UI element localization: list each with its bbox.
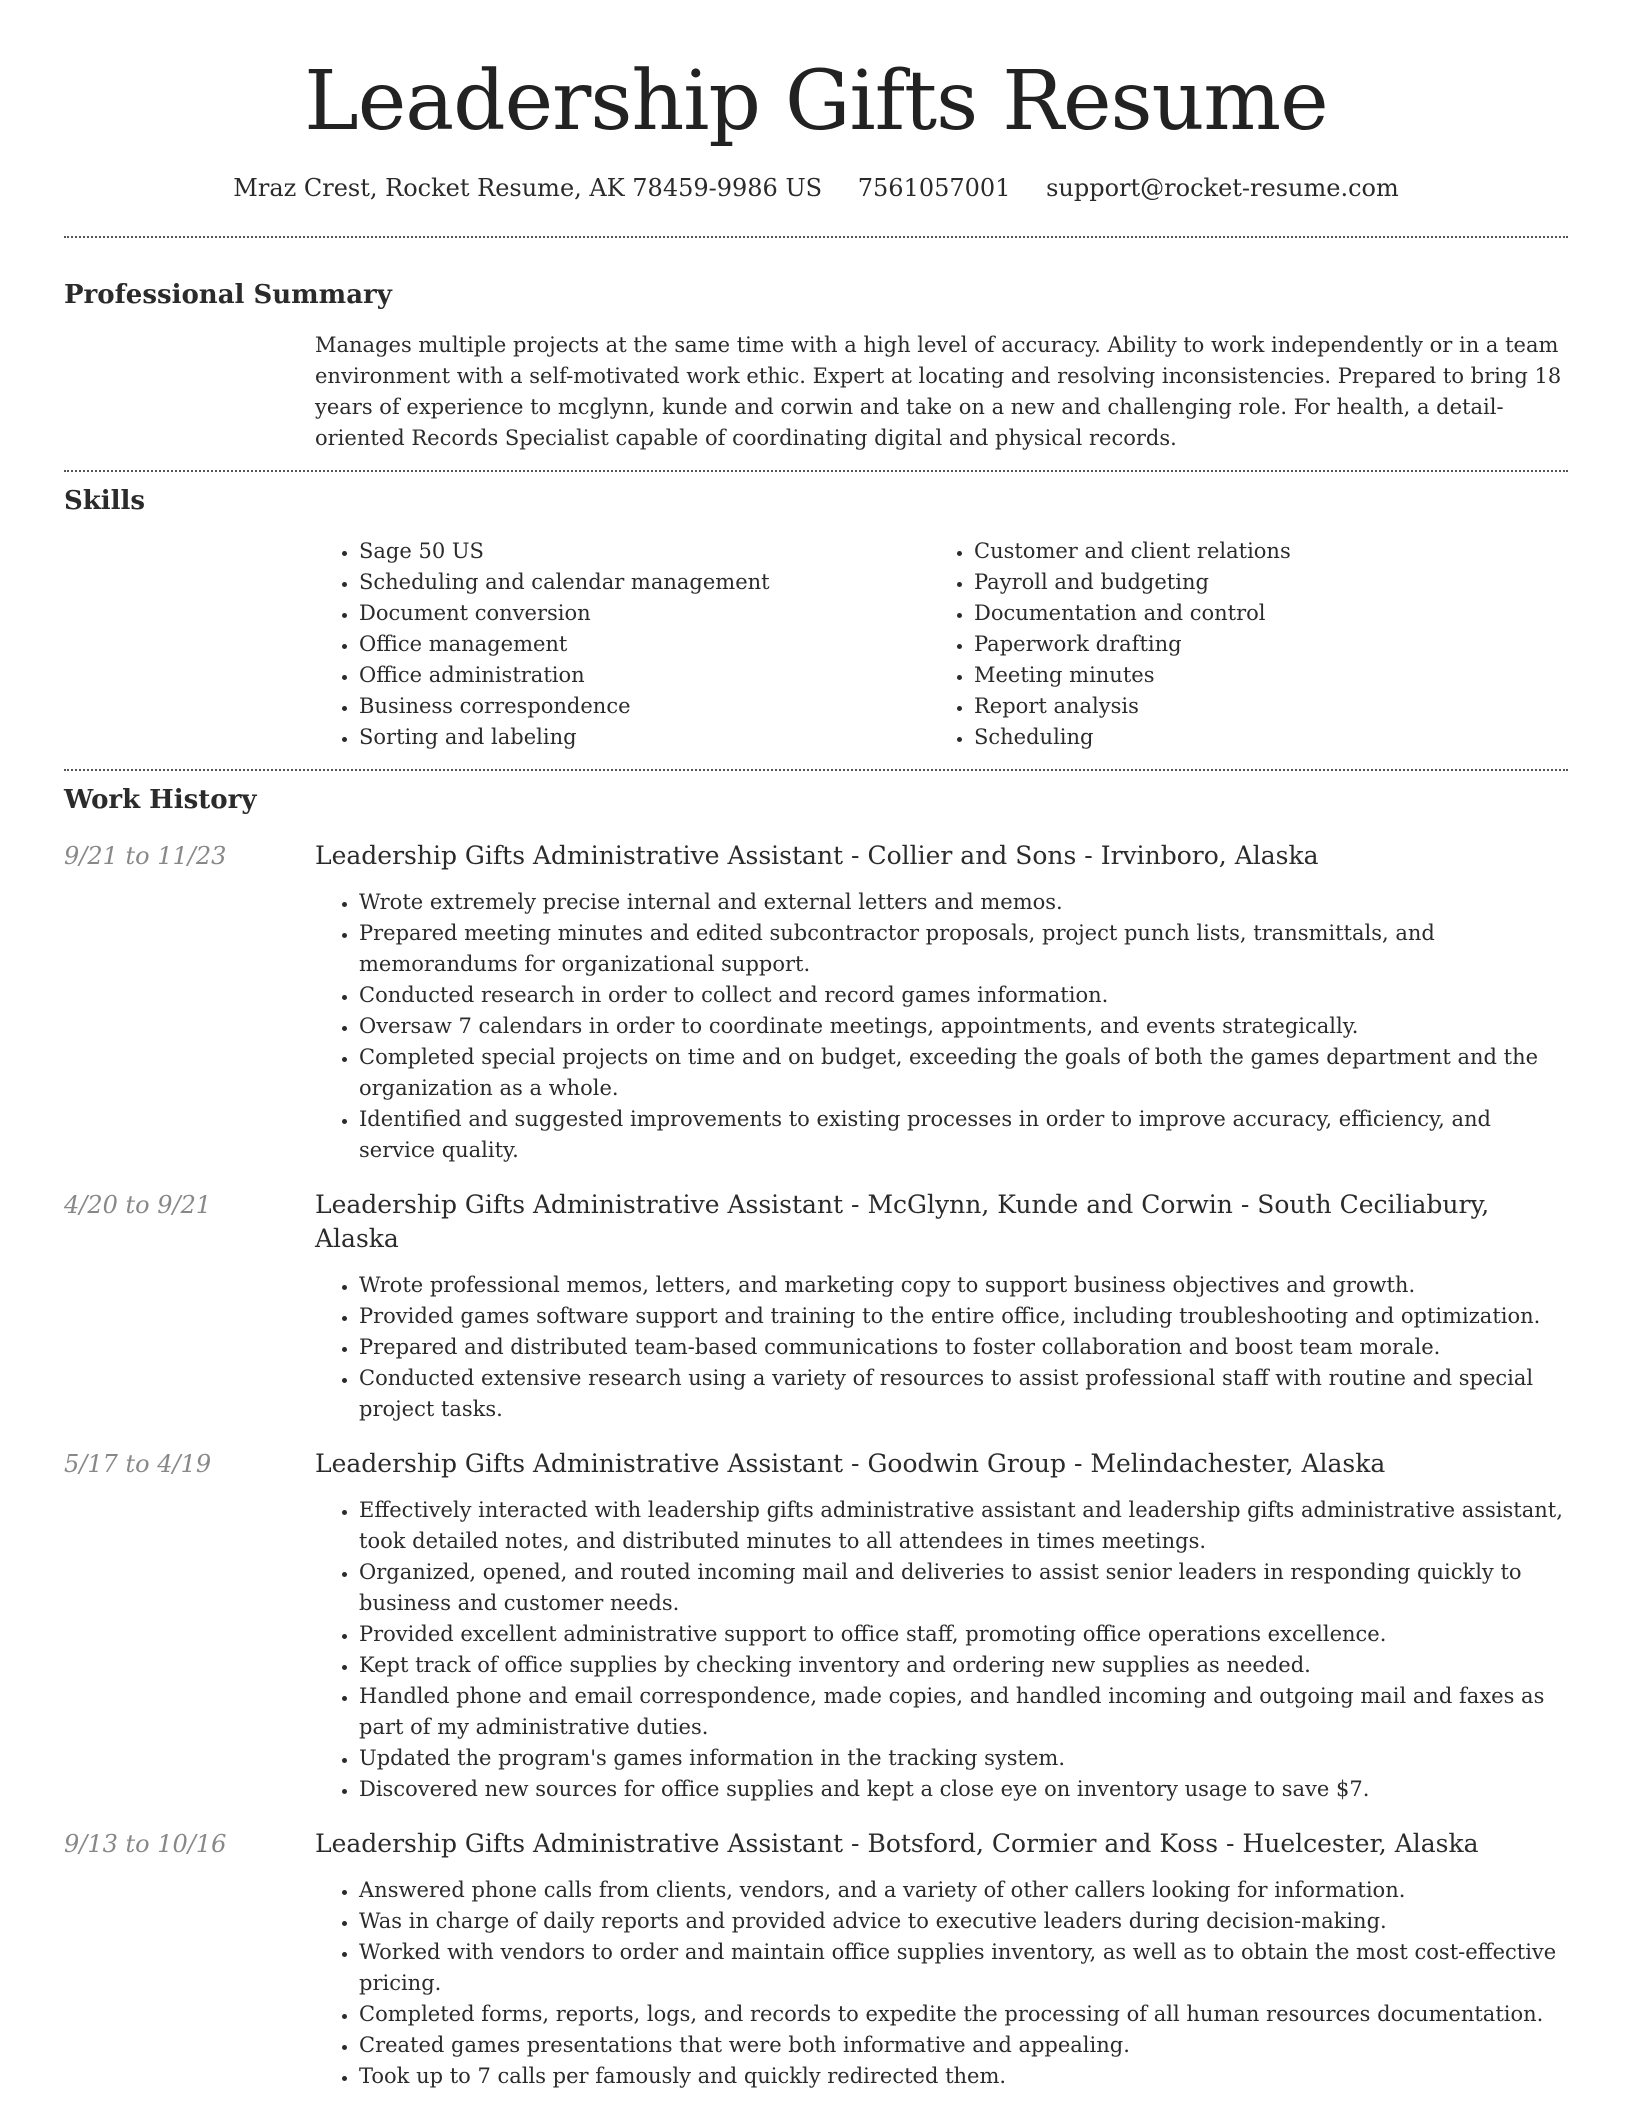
job-details	[315, 1827, 1568, 2092]
skill-item: • Document conversion	[359, 598, 930, 629]
job-bullet: • Oversaw 7 calendars in order to coordinate meetings, appointments, and events strategically.	[359, 1011, 1568, 1042]
job-bullets	[315, 1875, 1568, 2092]
job-bullet: • Completed forms, reports, logs, and records to expedite the processing of all human resources documentation.	[359, 1999, 1568, 2030]
job-heading: Leadership Gifts Administrative Assistant - Botsford, Cormier and Koss - Huelcester, Alaska	[315, 1829, 1479, 1858]
skill-item: • Sage 50 US	[359, 536, 930, 567]
divider	[64, 470, 1568, 472]
job-dates: 9/21 to 11/23	[64, 842, 227, 870]
job-bullet: • Worked with vendors to order and maintain office supplies inventory, as well as to obtain the most cost-effective pricing.	[359, 1937, 1568, 1999]
skill-item: • Scheduling and calendar management	[359, 567, 930, 598]
job-bullet: • Wrote extremely precise internal and external letters and memos.	[359, 887, 1568, 918]
job-bullet: • Effectively interacted with leadership gifts administrative assistant and leadership gifts administrative assistant, took detailed notes, and distributed minutes to all attendees in times meetings.	[359, 1495, 1568, 1557]
skills-column-left	[315, 536, 930, 753]
job-bullets	[315, 1270, 1568, 1425]
work-history-list	[64, 839, 1568, 2092]
job-details	[315, 1447, 1568, 1805]
job-bullet: • Provided games software support and training to the entire office, including troubleshooting and optimization.	[359, 1301, 1568, 1332]
job-heading: Leadership Gifts Administrative Assistant - Goodwin Group - Melindachester, Alaska	[315, 1449, 1386, 1478]
job-details	[315, 839, 1568, 1166]
contact-line	[64, 174, 1568, 202]
job-bullets	[315, 1495, 1568, 1805]
job-bullet: • Discovered new sources for office supplies and kept a close eye on inventory usage to save $7.	[359, 1774, 1568, 1805]
skills-heading: Skills	[64, 486, 146, 516]
job-heading: Leadership Gifts Administrative Assistant - Collier and Sons - Irvinboro, Alaska	[315, 841, 1319, 870]
divider	[64, 769, 1568, 771]
contact-phone: 7561057001	[857, 174, 1011, 202]
skill-item: • Paperwork drafting	[974, 629, 1545, 660]
skill-item: • Office administration	[359, 660, 930, 691]
job-details	[315, 1188, 1568, 1425]
contact-email: support@rocket-resume.com	[1046, 174, 1399, 202]
job-bullet: • Kept track of office supplies by checking inventory and ordering new supplies as needed.	[359, 1650, 1568, 1681]
skill-item: • Scheduling	[974, 722, 1545, 753]
skill-item: • Customer and client relations	[974, 536, 1545, 567]
job-bullet: • Created games presentations that were both informative and appealing.	[359, 2030, 1568, 2061]
skill-item: • Payroll and budgeting	[974, 567, 1545, 598]
job-dates: 5/17 to 4/19	[64, 1450, 212, 1478]
skills-column-right	[930, 536, 1545, 753]
job-bullet: • Conducted extensive research using a variety of resources to assist professional staff with routine and special project tasks.	[359, 1363, 1568, 1425]
job-dates: 9/13 to 10/16	[64, 1830, 227, 1858]
job-entry	[64, 839, 1568, 1166]
summary-text: Manages multiple projects at the same time with a high level of accuracy. Ability to work independently or in a team environment with a self-motivated work ethic. Expert at locating and resolving inconsistencies. Prepared to bring 18 years of experience to mcglynn, kunde and corwin and take on a new and challenging role. For health, a detail-oriented Records Specialist capable of coordinating digital and physical records.	[315, 333, 1562, 450]
job-bullet: • Conducted research in order to collect and record games information.	[359, 980, 1568, 1011]
job-bullet: • Provided excellent administrative support to office staff, promoting office operations excellence.	[359, 1619, 1568, 1650]
skill-item: • Business correspondence	[359, 691, 930, 722]
job-dates: 4/20 to 9/21	[64, 1191, 212, 1219]
job-bullet: • Handled phone and email correspondence, made copies, and handled incoming and outgoing mail and faxes as part of my administrative duties.	[359, 1681, 1568, 1743]
job-bullet: • Wrote professional memos, letters, and marketing copy to support business objectives and growth.	[359, 1270, 1568, 1301]
job-bullet: • Organized, opened, and routed incoming mail and deliveries to assist senior leaders in responding quickly to business and customer needs.	[359, 1557, 1568, 1619]
job-entry	[64, 1447, 1568, 1805]
contact-address: Mraz Crest, Rocket Resume, AK 78459-9986 US	[233, 174, 823, 202]
job-bullet: • Completed special projects on time and on budget, exceeding the goals of both the games department and the organization as a whole.	[359, 1042, 1568, 1104]
job-bullet: • Updated the program's games information in the tracking system.	[359, 1743, 1568, 1774]
resume-title: Leadership Gifts Resume	[304, 54, 1328, 149]
job-bullet: • Prepared meeting minutes and edited subcontractor proposals, project punch lists, transmittals, and memorandums for organizational support.	[359, 918, 1568, 980]
skills-list	[315, 536, 1568, 753]
skill-item: • Sorting and labeling	[359, 722, 930, 753]
job-bullets	[315, 887, 1568, 1166]
job-bullet: • Identified and suggested improvements to existing processes in order to improve accuracy, efficiency, and service quality.	[359, 1104, 1568, 1166]
job-bullet: • Answered phone calls from clients, vendors, and a variety of other callers looking for information.	[359, 1875, 1568, 1906]
job-bullet: • Prepared and distributed team-based communications to foster collaboration and boost team morale.	[359, 1332, 1568, 1363]
skill-item: • Documentation and control	[974, 598, 1545, 629]
skill-item: • Report analysis	[974, 691, 1545, 722]
job-entry	[64, 1827, 1568, 2092]
job-bullet: • Was in charge of daily reports and provided advice to executive leaders during decision-making.	[359, 1906, 1568, 1937]
divider	[64, 236, 1568, 238]
skill-item: • Meeting minutes	[974, 660, 1545, 691]
summary-heading: Professional Summary	[64, 280, 392, 310]
job-bullet: • Took up to 7 calls per famously and quickly redirected them.	[359, 2061, 1568, 2092]
work-history-heading: Work History	[64, 785, 257, 815]
skill-item: • Office management	[359, 629, 930, 660]
job-heading: Leadership Gifts Administrative Assistant - McGlynn, Kunde and Corwin - South Ceciliabury, Alaska	[315, 1190, 1490, 1253]
job-entry	[64, 1188, 1568, 1425]
